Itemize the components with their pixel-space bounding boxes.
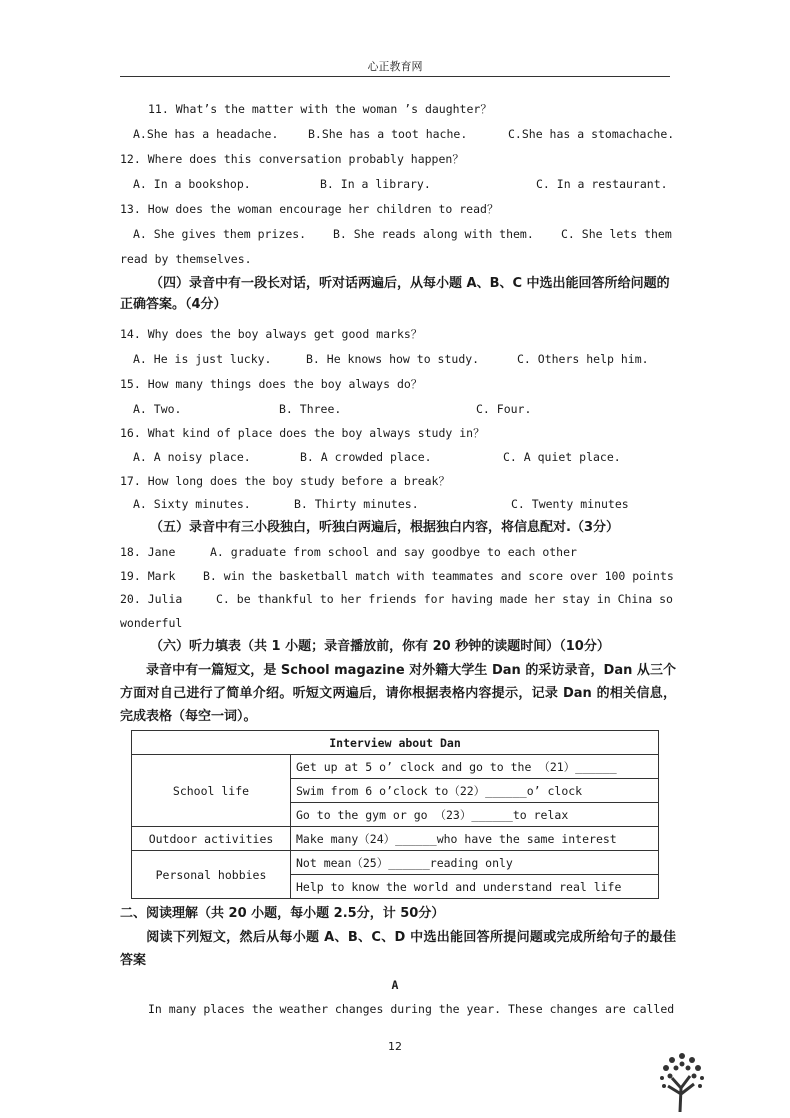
table-row [132,731,659,755]
question-11: 11. What’s the matter with the woman ’s daughter？ [148,102,492,116]
question-17: 17. How long does the boy study before a break？ [120,474,450,488]
q15-option-c: C. Four. [476,402,532,416]
match-20-text: C. be thankful to her friends for having made her stay in China so [216,592,673,606]
q13-option-b: B. She reads along with them. [333,227,534,241]
q15-option-a: A. Two. [133,402,182,416]
table-cell-21: Get up at 5 o’ clock and go to the （21）______ [291,755,659,779]
match-18-text: A. graduate from school and say goodbye to each other [210,545,577,559]
q15-option-b: B. Three. [279,402,342,416]
q12-option-c: C. In a restaurant. [536,177,668,191]
q11-option-b: B.She has a toot hache. [308,127,468,141]
q12-option-a: A. In a bookshop. [133,177,251,191]
q11-option-c: C.She has a stomachache. [508,127,675,141]
q12-option-b: B. In a library. [320,177,431,191]
question-14: 14. Why does the boy always get good marks？ [120,327,423,341]
question-15: 15. How many things does the boy always do？ [120,377,423,391]
table-category-outdoor: Outdoor activities [132,827,291,851]
q14-option-a: A. He is just lucky. [133,352,272,366]
table-category-hobbies: Personal hobbies [132,851,291,899]
match-19-name: 19. Mark [120,569,176,583]
question-16: 16. What kind of place does the boy always study in？ [120,426,485,440]
section-6-instructions: （六）听力填表（共 1 小题；录音播放前，你有 20 秒钟的读题时间）（10分） [150,639,610,654]
section-6-intro: 录音中有一篇短文，是 School magazine 对外籍大学生 Dan 的采访录音，Dan 从三个方面对自己进行了简单介绍。听短文两遍后，请你根据表格内容提示，记录 Dan 的相关信息，完成表格（每空一词）。 [120,663,676,724]
table-cell-25: Not mean（25）______reading only [291,851,659,875]
table-row [132,755,659,779]
table-title: Interview about Dan [132,731,659,755]
question-13: 13. How does the woman encourage her children to read？ [120,202,499,216]
q16-option-c: C. A quiet place. [503,450,621,464]
table-row [132,827,659,851]
page-number: 12 [388,1040,402,1053]
question-12: 12. Where does this conversation probably happen？ [120,152,464,166]
q16-option-a: A. A noisy place. [133,450,251,464]
part-2-heading: 二、阅读理解（共 20 小题，每小题 2.5分，计 50分） [120,906,445,921]
q14-option-b: B. He knows how to study. [306,352,480,366]
q13-option-c-continued: read by themselves. [120,252,252,266]
interview-table [131,730,659,899]
q16-option-b: B. A crowded place. [300,450,432,464]
page-header: 心正教育网 [120,58,670,77]
part-2-instructions: 阅读下列短文，然后从每小题 A、B、C、D 中选出能回答所提问题或完成所给句子的最佳答案 [120,930,676,968]
q13-option-a: A. She gives them prizes. [133,227,307,241]
section-4-instructions: （四）录音中有一段长对话，听对话两遍后，从每小题 A、B、C 中选出能回答所给问题的正确答案。（4分） [120,276,670,312]
match-20-name: 20. Julia [120,592,183,606]
q14-option-c: C. Others help him. [517,352,649,366]
match-19-text: B. win the basketball match with teammates and score over 100 points [203,569,674,583]
passage-label: A [391,978,399,992]
q13-option-c: C. She lets them [561,227,672,241]
section-5-instructions: （五）录音中有三小段独白，听独白两遍后，根据独白内容，将信息配对.（3分） [150,520,619,535]
match-18-name: 18. Jane [120,545,176,559]
match-20-text-continued: wonderful [120,616,183,630]
q11-option-a: A.She has a headache. [133,127,279,141]
q17-option-c: C. Twenty minutes [511,497,629,511]
q17-option-a: A. Sixty minutes. [133,497,251,511]
table-category-school-life: School life [132,755,291,827]
q17-option-b: B. Thirty minutes. [294,497,419,511]
passage-first-line: In many places the weather changes during the year. These changes are called [148,1002,675,1016]
table-row [132,851,659,875]
tree-logo-icon [658,1048,706,1112]
table-cell-24: Make many（24）______who have the same interest [291,827,659,851]
table-cell-23: Go to the gym or go （23）______to relax [291,803,659,827]
table-cell-real-life: Help to know the world and understand real life [291,875,659,899]
table-cell-22: Swim from 6 o’clock to（22）______o’ clock [291,779,659,803]
